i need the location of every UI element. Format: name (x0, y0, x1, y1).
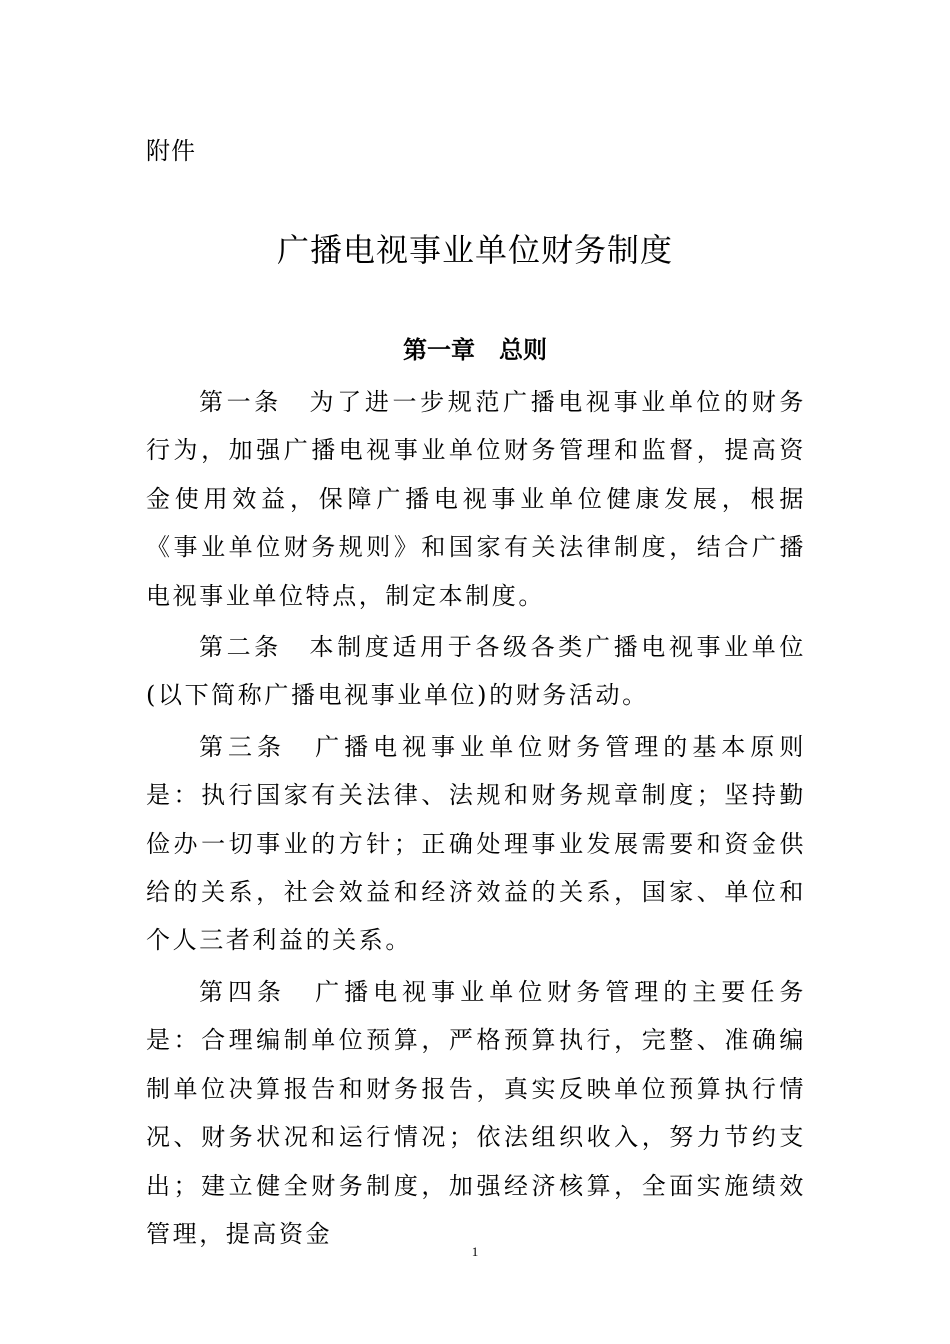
document-body (146, 378, 806, 1258)
article-3: 第三条 广播电视事业单位财务管理的基本原则是：执行国家有关法律、法规和财务规章制度；坚持勤俭办一切事业的方针；正确处理事业发展需要和资金供给的关系，社会效益和经济效益的关系，国家、单位和个人三者利益的关系。 (146, 732, 806, 955)
article-1: 第一条 为了进一步规范广播电视事业单位的财务行为，加强广播电视事业单位财务管理和监督，提高资金使用效益，保障广播电视事业单位健康发展，根据《事业单位财务规则》和国家有关法律制度，结合广播电视事业单位特点，制定本制度。 (146, 388, 806, 610)
document-title: 广播电视事业单位财务制度 (276, 231, 673, 269)
article-4: 第四条 广播电视事业单位财务管理的主要任务是：合理编制单位预算，严格预算执行，完整、准确编制单位决算报告和财务报告，真实反映单位预算执行情况、财务状况和运行情况；依法组织收入，努力节约支出；建立健全财务制度，加强经济核算，全面实施绩效管理，提高资金 (146, 977, 806, 1248)
chapter-heading: 第一章 总则 (403, 336, 547, 364)
article-2: 第二条 本制度适用于各级各类广播电视事业单位(以下简称广播电视事业单位)的财务活动。 (146, 633, 806, 710)
attachment-label: 附件 (146, 137, 196, 165)
page-number: 1 (471, 1244, 479, 1259)
